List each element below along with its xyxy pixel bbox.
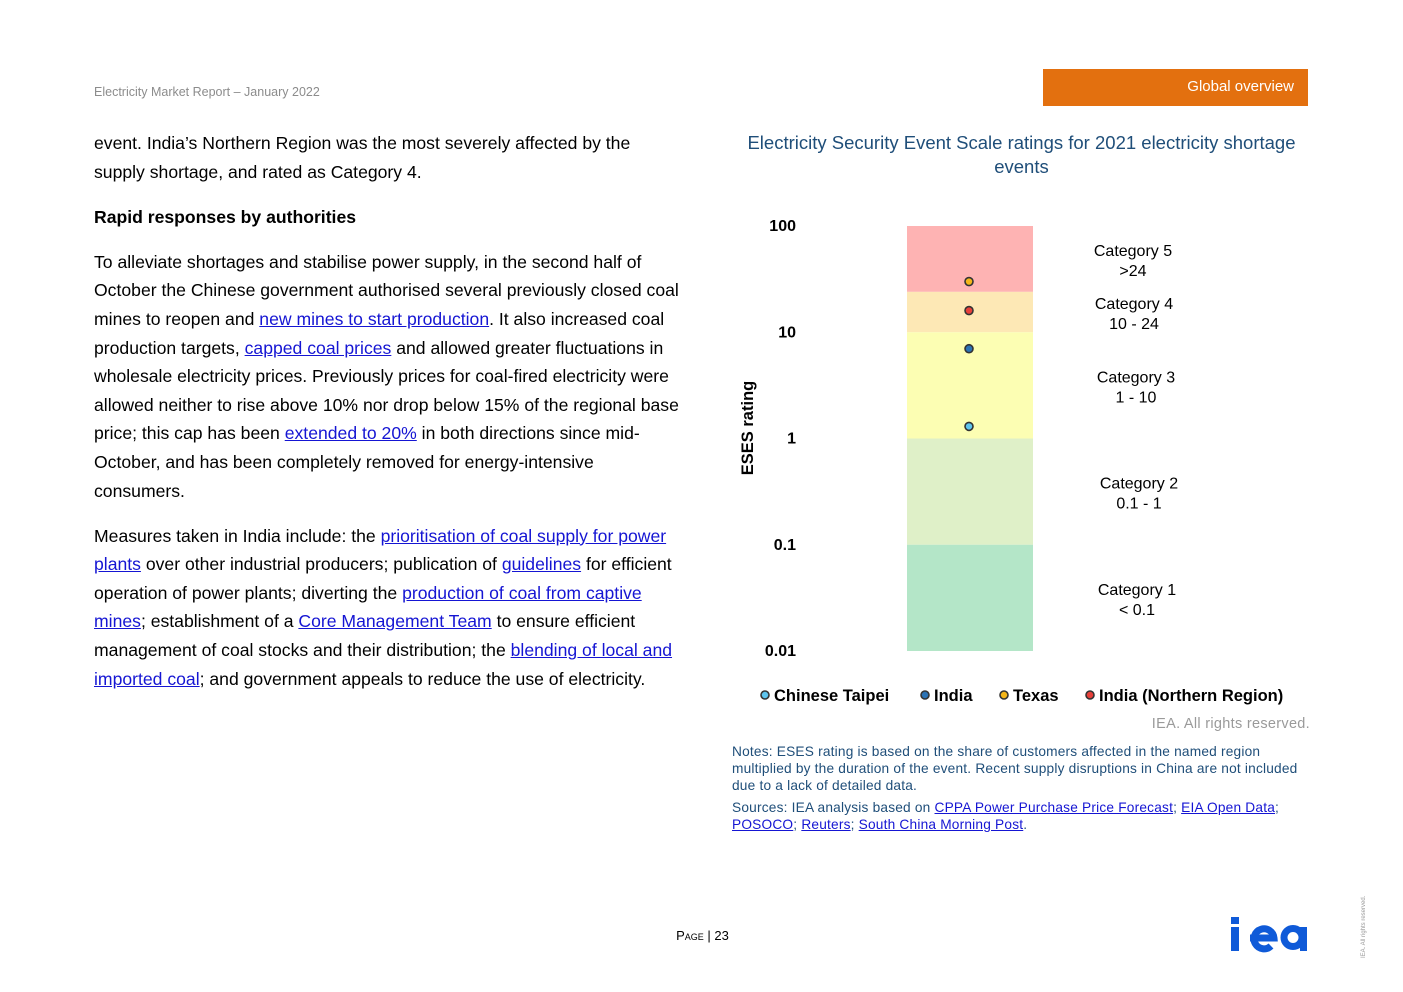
page-label: Page (676, 928, 704, 943)
paragraph-1: event. India’s Northern Region was the most severely affected by the supply shortage, and rated as Category 4. (94, 133, 631, 182)
text-run: Sources: IEA analysis based on (732, 800, 935, 815)
page-separator: | (703, 928, 715, 943)
data-point (965, 307, 973, 315)
link-extended-to-20[interactable]: extended to 20% (284, 423, 417, 444)
category-label-range: 1 - 10 (1115, 389, 1157, 407)
legend-marker (921, 691, 929, 699)
text-run: ; establishment of a (140, 611, 299, 632)
text-run: To alleviate shortages and stabilise power supply, in the second half of October the Chinese government authorised several previously closed coal mines to reopen and (94, 251, 679, 329)
text-run: over other industrial producers; publication of (140, 554, 502, 575)
band-category-1 (907, 545, 1033, 651)
category-label-title: Category 4 (1094, 296, 1174, 314)
link-core-management-team[interactable]: Core Management Team (298, 611, 492, 632)
text-run: for efficient operation of power plants; diverting the (94, 554, 672, 603)
text-run: . It also increased coal production targets, (94, 308, 665, 358)
logo-i-dot (1231, 917, 1239, 924)
text-run: Measures taken in India include: the (94, 525, 381, 546)
text-run: in both directions since mid-October, and has been completely removed for energy-intensive consumers. (94, 423, 640, 501)
link-captive-mines[interactable]: production of coal from captive mines (94, 582, 642, 632)
paragraph-2 (94, 248, 684, 505)
link-reuters[interactable]: Reuters (801, 817, 851, 833)
report-title: Electricity Market Report – January 2022 (94, 85, 320, 99)
iea-logo (1229, 914, 1309, 954)
link-new-mines[interactable]: new mines to start production (259, 308, 490, 329)
rights-notice: IEA. All rights reserved. (1151, 716, 1310, 732)
band-category-2 (907, 439, 1033, 545)
data-point (965, 422, 973, 430)
logo-a-bowl (1284, 929, 1302, 947)
subheading: Rapid responses by authorities (94, 206, 357, 227)
chart-notes: Notes: ESES rating is based on the share of customers affected in the named region multiplied by the duration of the event. Recent supply disruptions in China are not included due to a lack of detailed data. (732, 744, 1298, 794)
category-label-title: Category 2 (1099, 475, 1179, 493)
category-bands (907, 226, 1033, 651)
text-run: ; (1173, 800, 1182, 815)
category-label-range: >24 (1119, 262, 1147, 280)
body-text (94, 129, 684, 710)
category-label-range: 10 - 24 (1109, 316, 1159, 334)
text-run: ; (850, 817, 859, 833)
link-prioritisation-coal-supply[interactable]: prioritisation of coal supply for power plants (94, 525, 667, 575)
legend-marker (761, 691, 769, 699)
logo-a-stem (1300, 927, 1307, 951)
chart-sources (732, 799, 1312, 833)
data-point (965, 345, 973, 353)
category-labels (1094, 243, 1178, 619)
paragraph-3 (94, 522, 684, 694)
category-label-title: Category 3 (1096, 369, 1176, 387)
logo-e (1250, 929, 1274, 949)
y-tick-label: 10 (778, 324, 796, 342)
text-run: . (1023, 817, 1028, 833)
legend (761, 687, 1283, 705)
text-run: ; (793, 817, 802, 833)
section-tag: Global overview (1043, 69, 1308, 106)
y-tick-label: 0.01 (764, 643, 796, 660)
data-point (965, 278, 973, 286)
link-scmp[interactable]: South China Morning Post (858, 817, 1024, 833)
eses-chart (725, 200, 1315, 715)
iea-logo-mark (1231, 917, 1307, 951)
link-posoco[interactable]: POSOCO (732, 817, 794, 833)
y-tick-label: 1 (787, 430, 796, 448)
link-guidelines[interactable]: guidelines (501, 554, 582, 575)
link-capped-coal-prices[interactable]: capped coal prices (244, 337, 392, 358)
y-axis-label: ESES rating (739, 380, 757, 476)
y-tick-label: 0.1 (773, 536, 796, 554)
legend-label: Texas (1013, 687, 1059, 705)
link-eia-open-data[interactable]: EIA Open Data (1181, 800, 1276, 815)
link-blending-coal[interactable]: blending of local and imported coal (94, 640, 673, 689)
legend-label: Chinese Taipei (774, 687, 890, 705)
link-cppa[interactable]: CPPA Power Purchase Price Forecast (934, 800, 1174, 815)
category-label-range: < 0.1 (1118, 601, 1156, 619)
text-run: ; (1275, 800, 1280, 815)
category-label-title: Category 5 (1093, 242, 1173, 260)
legend-label: India (934, 687, 973, 705)
page-number (620, 928, 785, 943)
chart-title: Electricity Security Event Scale ratings for 2021 electricity shortage events (747, 132, 1296, 177)
legend-label: India (Northern Region) (1099, 687, 1284, 705)
y-tick-label: 100 (769, 218, 796, 235)
side-rights-notice: IEA. All rights reserved. (1361, 895, 1367, 958)
legend-marker (1086, 691, 1094, 699)
legend-marker (1000, 691, 1008, 699)
text-run: to ensure efficient management of coal stocks and their distribution; the (94, 611, 636, 660)
text-run: and allowed greater fluctuations in wholesale electricity prices. Previously prices for coal-fired electricity were allowed neither to rise above 10% nor drop below 15% of the regional base price; this cap has been (94, 337, 679, 444)
page-number-value: 23 (714, 928, 729, 943)
category-label-title: Category 1 (1097, 581, 1177, 599)
text-run: ; and government appeals to reduce the use of electricity. (199, 668, 646, 689)
logo-i-stem (1231, 927, 1239, 951)
category-label-range: 0.1 - 1 (1116, 495, 1162, 513)
y-axis-ticks (765, 218, 796, 660)
